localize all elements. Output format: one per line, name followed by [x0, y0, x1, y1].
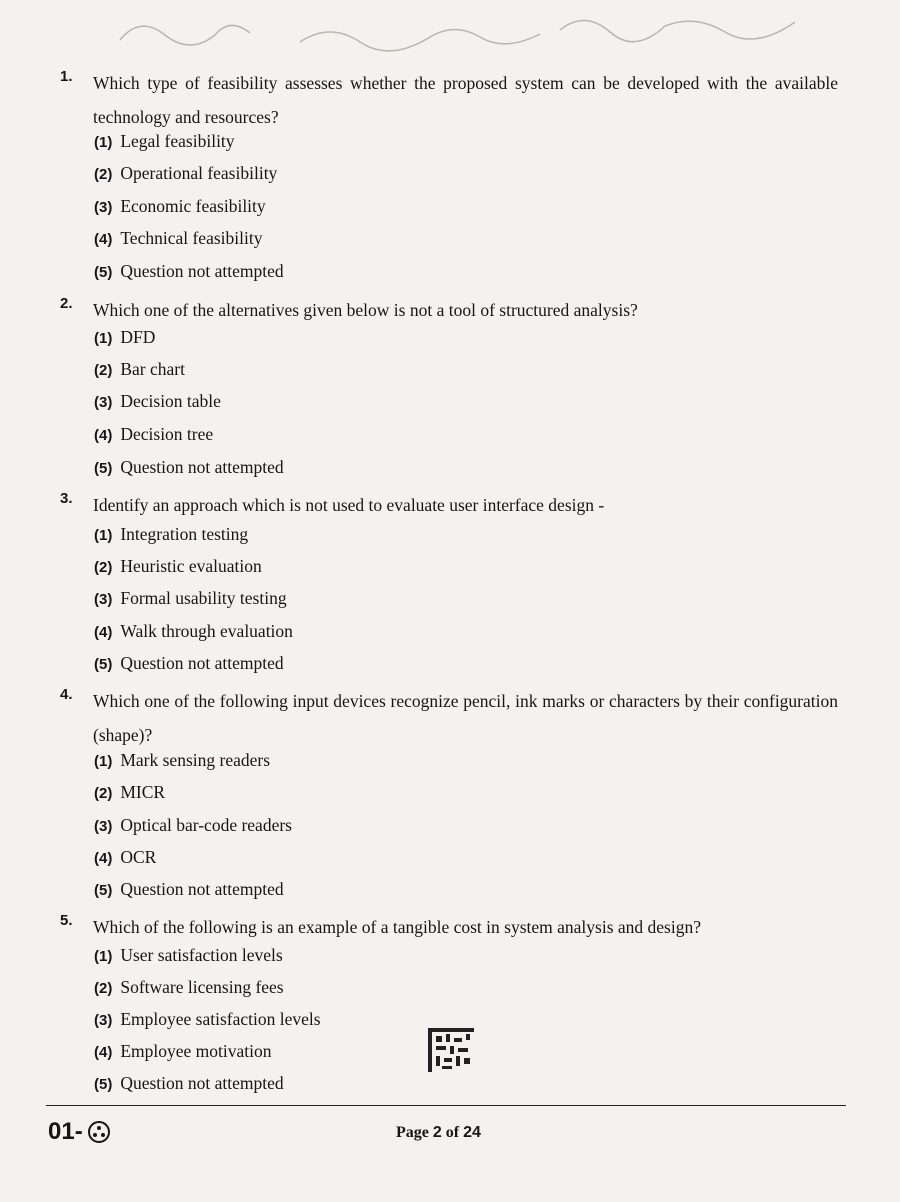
option-3: (3) Optical bar-code readers: [94, 815, 292, 835]
question-text: Which one of the alternatives given below is not a tool of structured analysis?: [93, 300, 638, 320]
option-4: (4) Decision tree: [94, 424, 214, 444]
question-text: Identify an approach which is not used to evaluate user interface design -: [93, 495, 605, 515]
circle-symbol-icon: [87, 1120, 111, 1144]
option-5: (5) Question not attempted: [94, 1073, 284, 1093]
question-number: 2.: [60, 295, 73, 312]
page-number: Page 2 of 24: [396, 1124, 481, 1141]
option-3: (3) Economic feasibility: [94, 196, 266, 216]
paper-code: 01-: [48, 1118, 111, 1146]
option-1: (1) Mark sensing readers: [94, 750, 271, 770]
option-5: (5) Question not attempted: [94, 457, 284, 477]
option-5: (5) Question not attempted: [94, 879, 284, 899]
option-1: (1) Integration testing: [94, 524, 249, 544]
question-number: 5.: [60, 912, 73, 929]
option-1: (1) Legal feasibility: [94, 131, 235, 151]
option-3: (3) Decision table: [94, 391, 221, 411]
question-number: 3.: [60, 490, 73, 507]
question-text: Which of the following is an example of a tangible cost in system analysis and design?: [93, 917, 701, 937]
option-4: (4) Walk through evaluation: [94, 621, 293, 641]
handwriting-scribble: [0, 0, 900, 70]
option-2: (2) MICR: [94, 782, 166, 802]
option-3: (3) Employee satisfaction levels: [94, 1009, 321, 1029]
option-2: (2) Heuristic evaluation: [94, 556, 262, 576]
option-1: (1) User satisfaction levels: [94, 945, 283, 965]
question-number: 1.: [60, 68, 73, 85]
question-number: 4.: [60, 686, 73, 703]
question-text: Which type of feasibility assesses whether the proposed system can be developed with the available technology and resources?: [93, 73, 838, 127]
option-3: (3) Formal usability testing: [94, 588, 287, 608]
option-2: (2) Software licensing fees: [94, 977, 284, 997]
option-4: (4) Technical feasibility: [94, 228, 263, 248]
footer-divider: [46, 1105, 846, 1106]
option-2: (2) Operational feasibility: [94, 163, 278, 183]
option-1: (1) DFD: [94, 327, 156, 347]
option-4: (4) OCR: [94, 847, 157, 867]
option-5: (5) Question not attempted: [94, 653, 284, 673]
data-matrix-code-icon: [428, 1028, 474, 1072]
option-2: (2) Bar chart: [94, 359, 185, 379]
option-5: (5) Question not attempted: [94, 261, 284, 281]
question-text: Which one of the following input devices recognize pencil, ink marks or characters by their configuration (shape)?: [93, 691, 838, 745]
option-4: (4) Employee motivation: [94, 1041, 272, 1061]
